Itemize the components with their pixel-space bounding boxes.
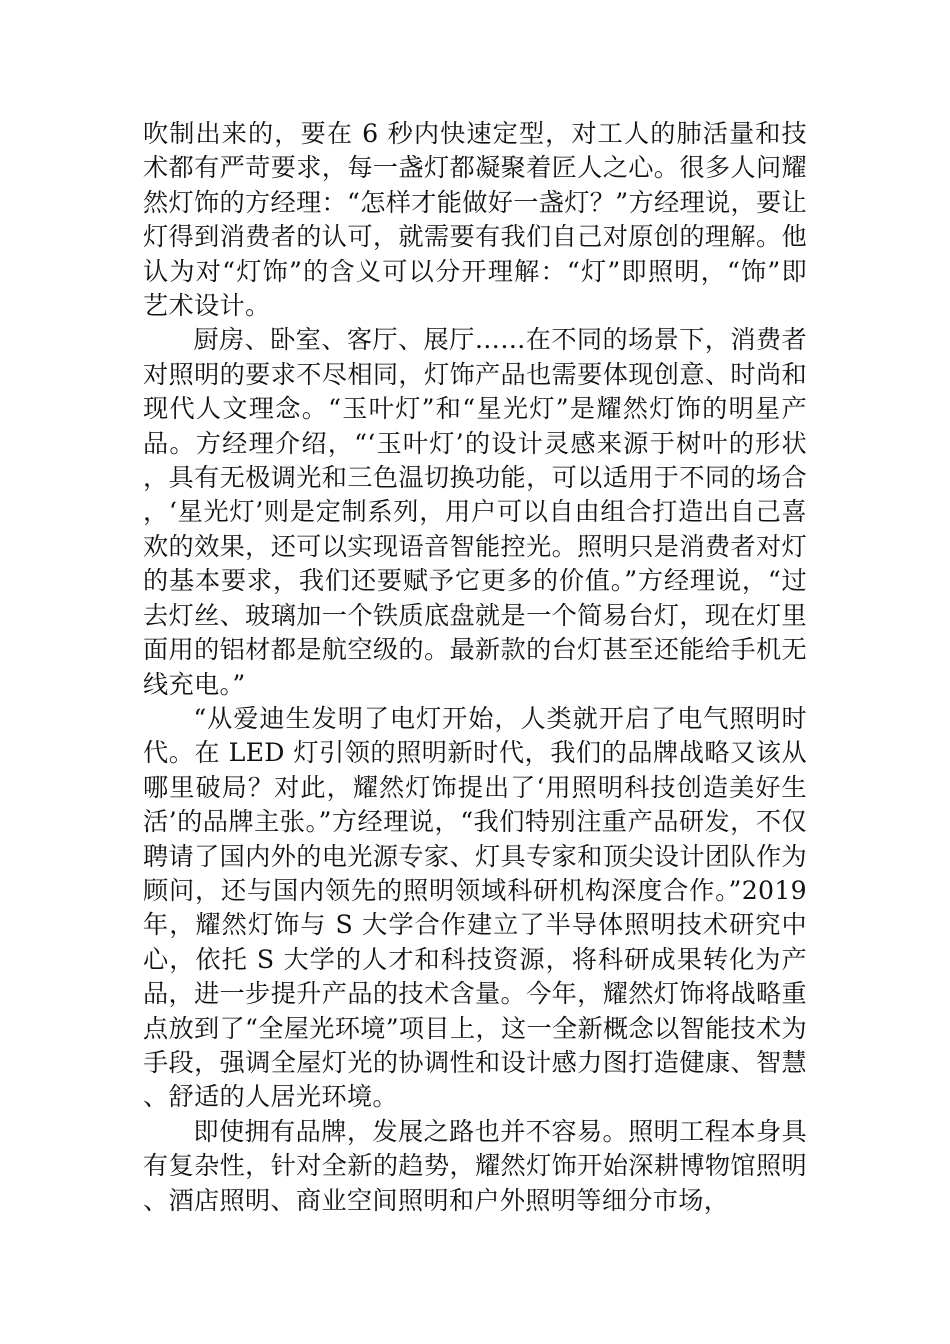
paragraph-4: 即使拥有品牌，发展之路也并不容易。照明工程本身具有复杂性，针对全新的趋势，耀然灯饰开始深耕博物馆照明、酒店照明、商业空间照明和户外照明等细分市场， xyxy=(143,1116,807,1215)
paragraph-2: 厨房、卧室、客厅、展厅……在不同的场景下，消费者对照明的要求不尽相同，灯饰产品也需要体现创意、时尚和现代人文理念。“玉叶灯”和“星光灯”是耀然灯饰的明星产品。方经理介绍，“‘玉叶灯’的设计灵感来源于树叶的形状，具有无极调光和三色温切换功能，可以适用于不同的场合，‘星光灯’则是定制系列，用户可以自由组合打造出自己喜欢的效果，还可以实现语音智能控光。照明只是消费者对灯的基本要求，我们还要赋予它更多的价值。”方经理说，“过去灯丝、玻璃加一个铁质底盘就是一个简易台灯，现在灯里面用的铝材都是航空级的。最新款的台灯甚至还能给手机无线充电。” xyxy=(143,325,807,699)
paragraph-1: 吹制出来的，要在 6 秒内快速定型，对工人的肺活量和技术都有严苛要求，每一盏灯都凝聚着匠人之心。很多人问耀然灯饰的方经理：“怎样才能做好一盏灯？”方经理说，要让灯得到消费者的认可，就需要有我们自己对原创的理解。他认为对“灯饰”的含义可以分开理解：“灯”即照明，“饰”即艺术设计。 xyxy=(143,119,807,321)
paragraph-3: “从爱迪生发明了电灯开始，人类就开启了电气照明时代。在 LED 灯引领的照明新时代，我们的品牌战略又该从哪里破局？对此，耀然灯饰提出了‘用照明科技创造美好生活’的品牌主张。”方经理说，“我们特别注重产品研发，不仅聘请了国内外的电光源专家、灯具专家和顶尖设计团队作为顾问，还与国内领先的照明领域科研机构深度合作。”2019 年，耀然灯饰与 S 大学合作建立了半导体照明技术研究中心，依托 S 大学的人才和科技资源，将科研成果转化为产品，进一步提升产品的技术含量。今年，耀然灯饰将战略重点放到了“全屋光环境”项目上，这一全新概念以智能技术为手段，强调全屋灯光的协调性和设计感力图打造健康、智慧、舒适的人居光环境。 xyxy=(143,703,807,1112)
document-page xyxy=(143,117,807,1218)
